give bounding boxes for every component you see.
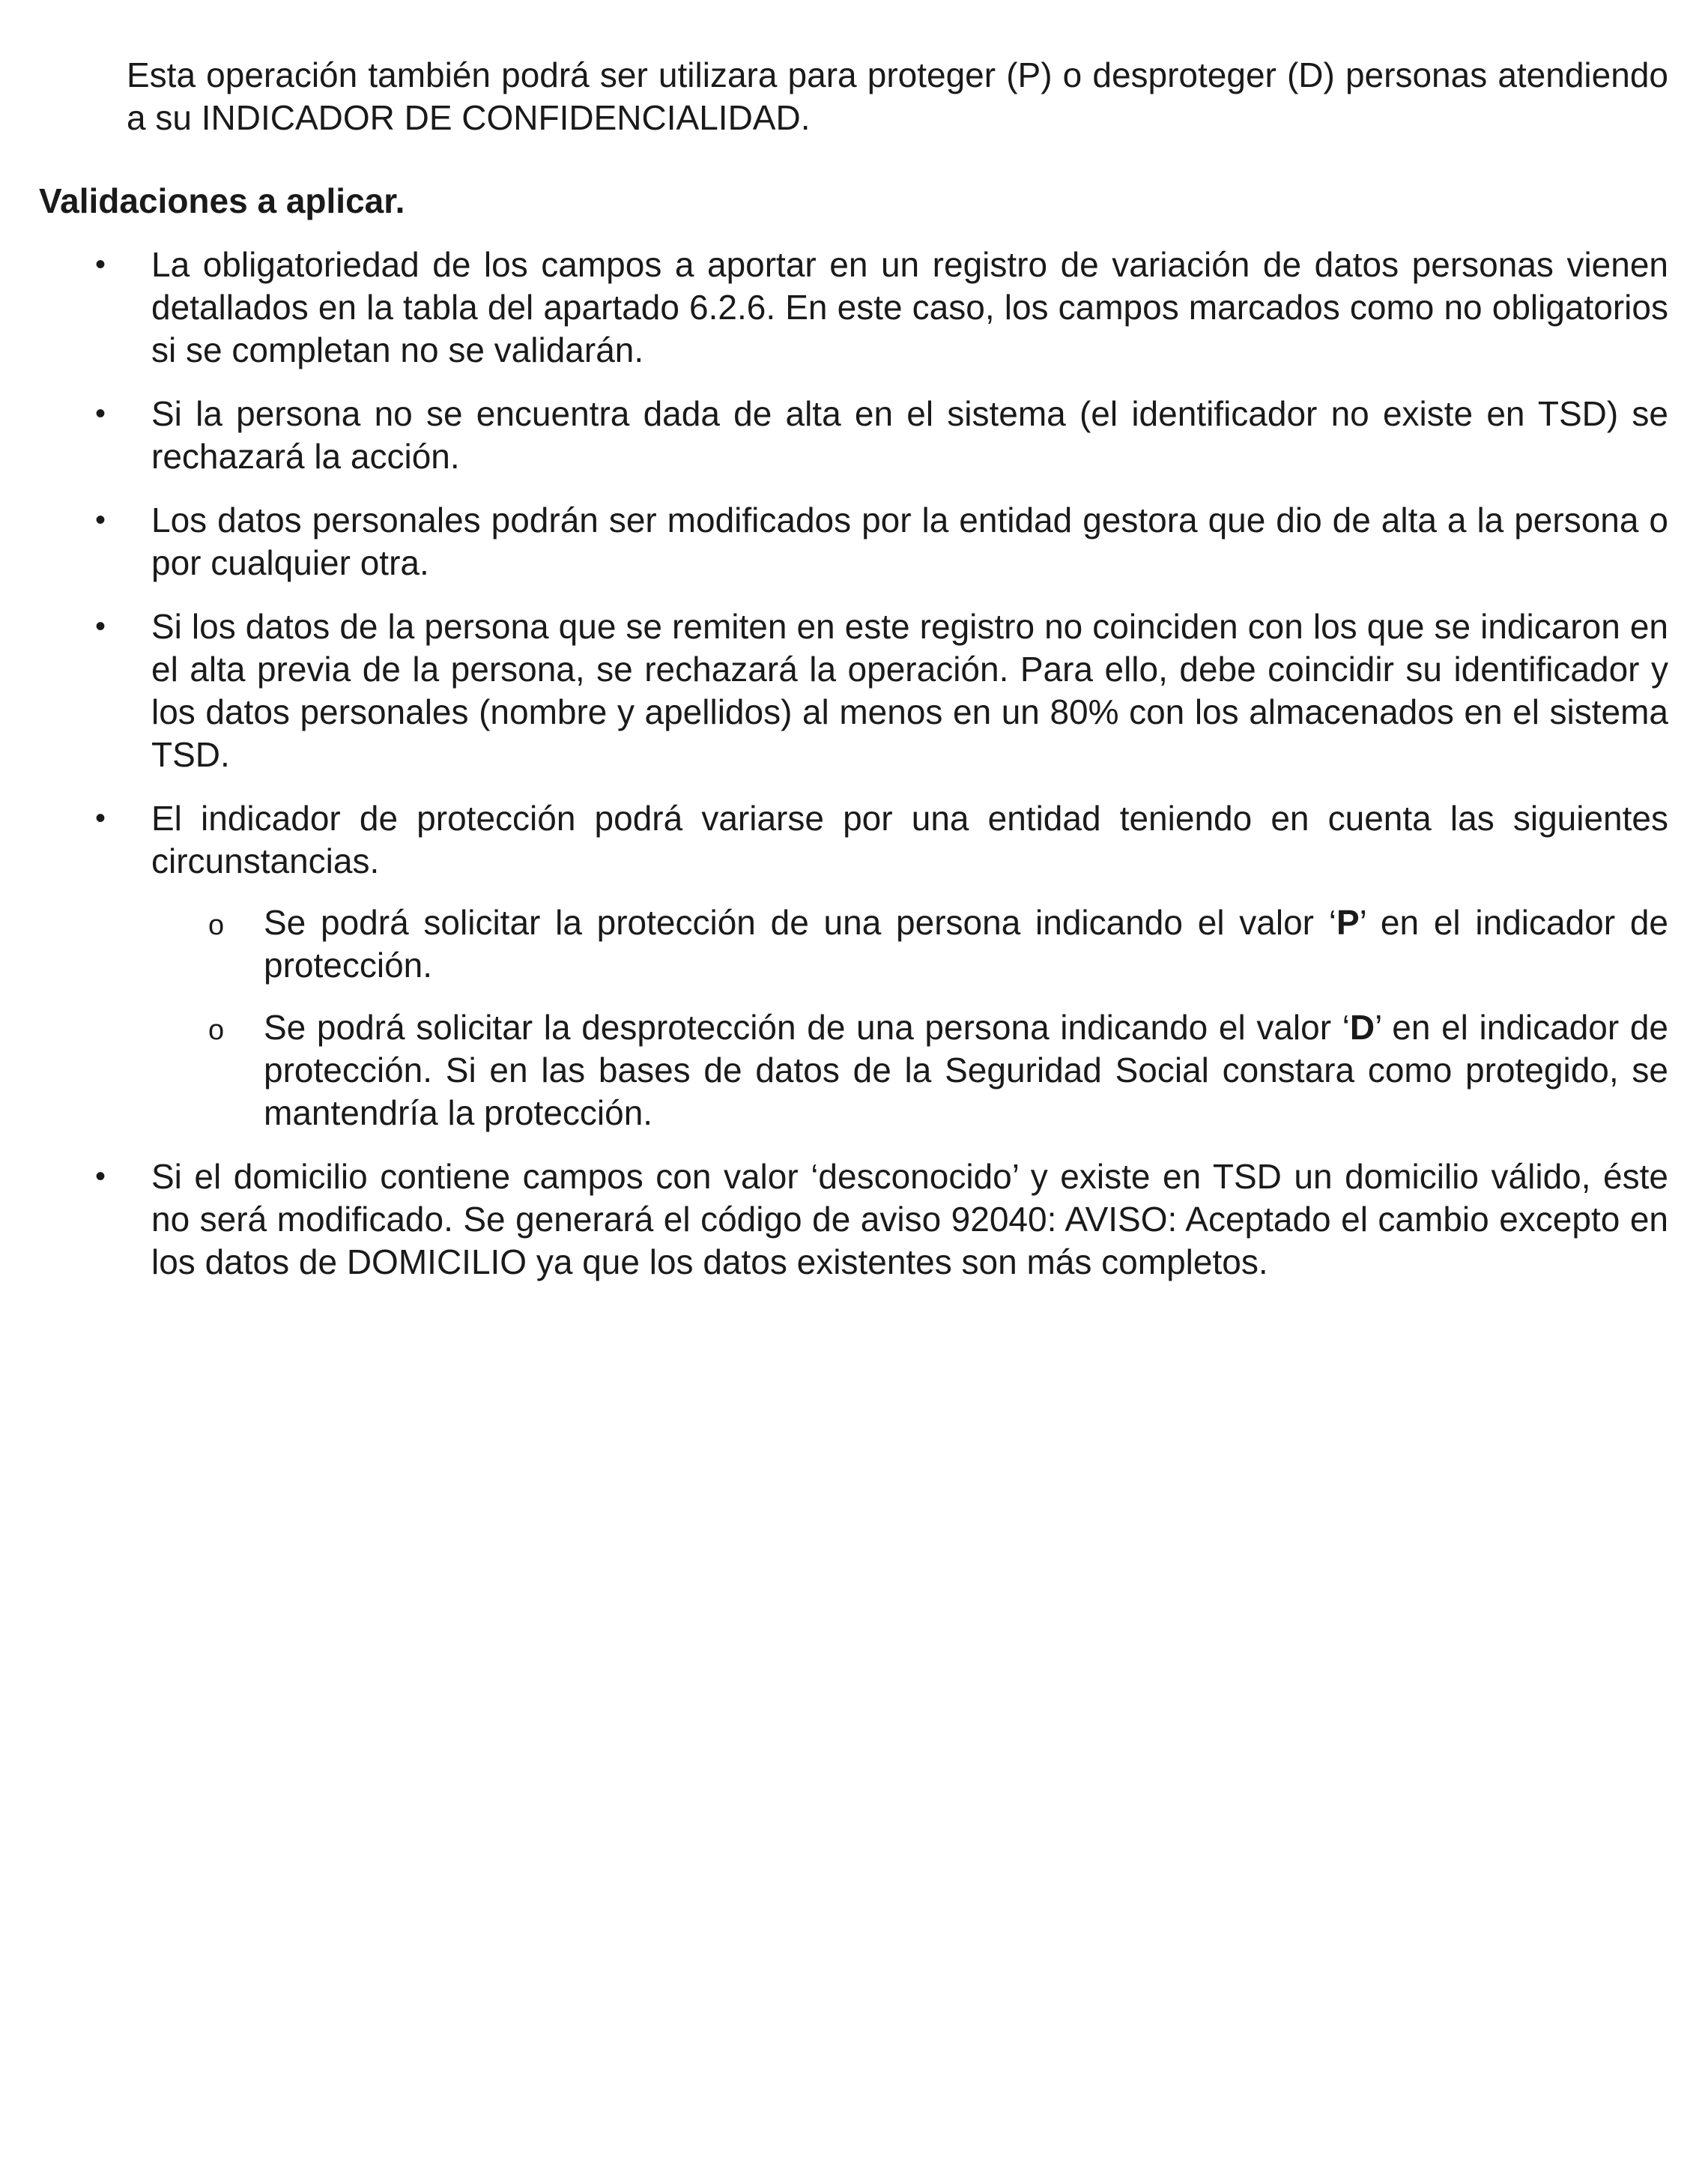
indicator-value: P: [1336, 903, 1360, 942]
list-item: [0, 797, 1708, 1134]
validation-list: [0, 244, 1708, 1305]
list-item: [0, 393, 1708, 478]
list-item: [0, 1155, 1708, 1284]
intro-paragraph: Esta operación también podrá ser utilizara para proteger (P) o desproteger (D) personas atendiendo a su INDICADOR DE CONFIDENCIALIDAD.: [127, 55, 1668, 137]
circle-bullet-icon: o: [208, 1015, 225, 1046]
section-heading: Validaciones a aplicar.: [39, 181, 405, 220]
list-item-text: La obligatoriedad de los campos a aportar en un registro de variación de datos personas vienen detallados en la tabla del apartado 6.2.6. En este caso, los campos marcados como no obligatorios si se completan no se validarán.: [151, 245, 1668, 369]
list-item: [0, 244, 1708, 372]
list-item-text: Si los datos de la persona que se remiten en este registro no coinciden con los que se indicaron en el alta previa de la persona, se rechazará la operación. Para ello, debe coincidir su identificador y los datos personales (nombre y apellidos) al menos en un 80% con los almacenados en el sistema TSD.: [151, 607, 1668, 774]
circle-bullet-icon: o: [208, 910, 225, 941]
sub-text-after: ’ en el indicador de protección. Si en las bases de datos de la Seguridad Social constara como protegido, se mantendría la protección.: [264, 1008, 1668, 1132]
list-item-text: Si el domicilio contiene campos con valor ‘desconocido’ y existe en TSD un domicilio válido, éste no será modificado. Se generará el código de aviso 92040: AVISO: Aceptado el cambio excepto en los datos de DOMICILIO ya que los datos existentes son más completos.: [151, 1157, 1668, 1281]
list-item: [0, 499, 1708, 584]
sub-list-item: [0, 901, 1708, 987]
list-item-text: Si la persona no se encuentra dada de alta en el sistema (el identificador no existe en TSD) se rechazará la acción.: [151, 394, 1668, 476]
list-item: [0, 605, 1708, 776]
bullet-icon: •: [95, 1160, 106, 1193]
sub-text-before: Se podrá solicitar la desprotección de una persona indicando el valor ‘: [264, 1008, 1350, 1047]
sub-list: [0, 901, 1708, 1134]
bullet-icon: •: [95, 248, 106, 281]
sub-text-after: ’ en el indicador de protección.: [264, 903, 1668, 985]
bullet-icon: •: [95, 610, 106, 643]
bullet-icon: •: [95, 802, 106, 835]
sub-list-item-text: [264, 901, 1668, 987]
bullet-icon: •: [95, 504, 106, 537]
list-item-text: El indicador de protección podrá variarse por una entidad teniendo en cuenta las siguientes circunstancias.: [151, 799, 1668, 880]
list-item-text: Los datos personales podrán ser modificados por la entidad gestora que dio de alta a la persona o por cualquier otra.: [151, 501, 1668, 582]
sub-text-before: Se podrá solicitar la protección de una persona indicando el valor ‘: [264, 903, 1336, 942]
sub-list-item-text: [264, 1006, 1668, 1134]
indicator-value: D: [1349, 1008, 1375, 1047]
sub-list-item: [0, 1006, 1708, 1134]
bullet-icon: •: [95, 397, 106, 430]
